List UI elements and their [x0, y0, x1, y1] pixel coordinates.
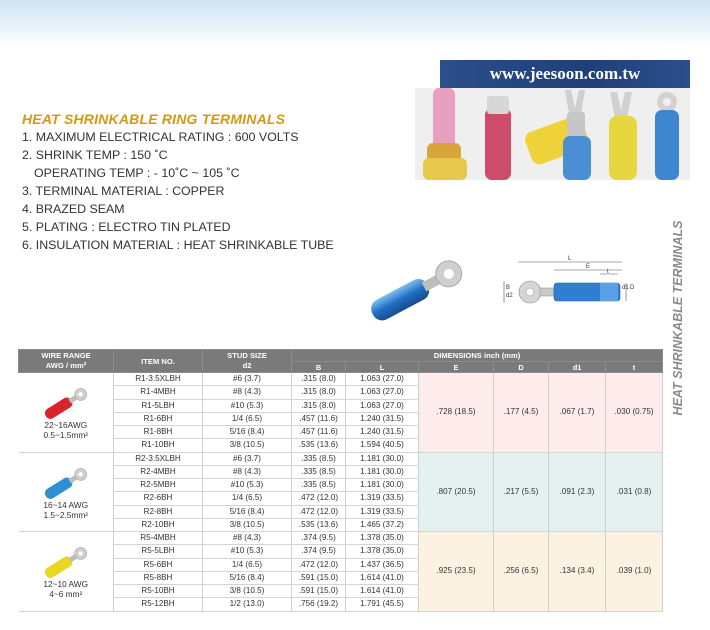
- wire-range-cell: [19, 452, 114, 532]
- dim-l-cell: 1.437 (36.5): [346, 558, 419, 571]
- table-row: [19, 373, 663, 386]
- spec-item: 1. MAXIMUM ELECTRICAL RATING : 600 VOLTS: [22, 130, 299, 144]
- wire-range-cell: [19, 532, 114, 612]
- header-col-e: E: [419, 362, 494, 373]
- website-url-banner[interactable]: www.jeesoon.com.tw: [440, 60, 690, 88]
- dimensions-table-wrap: [18, 349, 662, 612]
- stud-size-cell: #8 (4.3): [203, 386, 292, 399]
- dim-b-cell: .472 (12.0): [292, 505, 346, 518]
- dim-l-cell: 1.791 (45.5): [346, 598, 419, 611]
- terminal-thumbnail-icon: [36, 545, 96, 579]
- stud-size-cell: 1/4 (6.5): [203, 558, 292, 571]
- dim-b-cell: .335 (8.5): [292, 452, 346, 465]
- stud-size-cell: 5/16 (8.4): [203, 426, 292, 439]
- stud-size-cell: 3/8 (10.5): [203, 518, 292, 531]
- wire-range-cell: [19, 373, 114, 453]
- item-no-cell: R2-6BH: [114, 492, 203, 505]
- dim-b-cell: .591 (15.0): [292, 571, 346, 584]
- item-no-cell: R2-4MBH: [114, 465, 203, 478]
- dim-b-cell: .472 (12.0): [292, 492, 346, 505]
- dim-l-cell: 1.181 (30.0): [346, 452, 419, 465]
- awg-range: 22~16AWG: [44, 420, 88, 431]
- dim-l-cell: 1.063 (27.0): [346, 399, 419, 412]
- stud-size-cell: 1/4 (6.5): [203, 492, 292, 505]
- item-no-cell: R1-8BH: [114, 426, 203, 439]
- item-no-cell: R2-5MBH: [114, 479, 203, 492]
- top-banner: [0, 0, 710, 46]
- item-no-cell: R1-5LBH: [114, 399, 203, 412]
- item-no-cell: R5-12BH: [114, 598, 203, 611]
- dim-l-cell: 1.240 (31.5): [346, 412, 419, 425]
- header-col-l: L: [346, 362, 419, 373]
- item-no-cell: R1-6BH: [114, 412, 203, 425]
- red-terminal-icon: [485, 96, 511, 180]
- stud-size-cell: 5/16 (8.4): [203, 505, 292, 518]
- spec-item: 4. BRAZED SEAM: [22, 202, 125, 216]
- dim-l-cell: 1.319 (33.5): [346, 492, 419, 505]
- dim-l-cell: 1.465 (37.2): [346, 518, 419, 531]
- terminal-thumbnail-icon: [36, 466, 96, 500]
- item-no-cell: R1-3.5XLBH: [114, 373, 203, 386]
- stud-size-cell: #6 (3.7): [203, 373, 292, 386]
- dim-b-cell: .374 (9.5): [292, 532, 346, 545]
- dim-b-cell: .315 (8.0): [292, 399, 346, 412]
- dim-e-cell: .807 (20.5): [419, 452, 494, 532]
- spec-item: 5. PLATING : ELECTRO TIN PLATED: [22, 220, 231, 234]
- dim-l-cell: 1.319 (33.5): [346, 505, 419, 518]
- item-no-cell: R5-6BH: [114, 558, 203, 571]
- dim-d1-cell: .067 (1.7): [549, 373, 606, 453]
- stud-size-cell: 3/8 (10.5): [203, 439, 292, 452]
- item-no-cell: R5-5LBH: [114, 545, 203, 558]
- dim-b-cell: .335 (8.5): [292, 465, 346, 478]
- stud-size-cell: 1/2 (13.0): [203, 598, 292, 611]
- item-no-cell: R2-8BH: [114, 505, 203, 518]
- dimension-diagram: [500, 252, 640, 322]
- dim-b-cell: .591 (15.0): [292, 585, 346, 598]
- dim-label-E: E: [586, 264, 591, 270]
- table-row: [19, 532, 663, 545]
- item-no-cell: R5-10BH: [114, 585, 203, 598]
- dim-label-L: L: [568, 256, 572, 262]
- item-no-cell: R5-8BH: [114, 571, 203, 584]
- header-col-d: D: [494, 362, 549, 373]
- dim-t-cell: .030 (0.75): [606, 373, 663, 453]
- stud-size-cell: #10 (5.3): [203, 479, 292, 492]
- dim-l-cell: 1.614 (41.0): [346, 571, 419, 584]
- stud-size-cell: #10 (5.3): [203, 399, 292, 412]
- spec-item: 6. INSULATION MATERIAL : HEAT SHRINKABLE TUBE: [22, 238, 334, 252]
- dim-b-cell: .756 (19.2): [292, 598, 346, 611]
- mm-range: 4~6 mm²: [49, 589, 83, 600]
- dim-e-cell: .925 (23.5): [419, 532, 494, 612]
- dim-b-cell: .472 (12.0): [292, 558, 346, 571]
- item-no-cell: R1-10BH: [114, 439, 203, 452]
- header-wire-range: WIRE RANGE AWG / mm²: [19, 350, 114, 373]
- spec-item: OPERATING TEMP : - 10˚C ~ 105 ˚C: [34, 166, 240, 180]
- dim-l-cell: 1.063 (27.0): [346, 386, 419, 399]
- dimensions-table: [18, 349, 663, 612]
- dim-l-cell: 1.063 (27.0): [346, 373, 419, 386]
- product-title: HEAT SHRINKABLE RING TERMINALS: [22, 111, 286, 127]
- header-stud-size: STUD SIZE d2: [203, 350, 292, 373]
- header-item-no: ITEM NO.: [114, 350, 203, 373]
- dim-l-cell: 1.240 (31.5): [346, 426, 419, 439]
- stud-size-cell: 3/8 (10.5): [203, 585, 292, 598]
- dim-label-D: D: [630, 285, 635, 291]
- mm-range: 1.5~2.5mm²: [43, 509, 88, 520]
- header-col-t: t: [606, 362, 663, 373]
- dim-b-cell: .457 (11.6): [292, 412, 346, 425]
- stud-size-cell: #8 (4.3): [203, 465, 292, 478]
- table-row: [19, 452, 663, 465]
- ring-terminal-icon: [655, 92, 679, 180]
- dim-b-cell: .335 (8.5): [292, 479, 346, 492]
- dim-d1-cell: .091 (2.3): [549, 452, 606, 532]
- stud-size-cell: 1/4 (6.5): [203, 412, 292, 425]
- spec-item: 2. SHRINK TEMP : 150 ˚C: [22, 148, 168, 162]
- dim-b-cell: .535 (13.6): [292, 518, 346, 531]
- dim-b-cell: .457 (11.6): [292, 426, 346, 439]
- dim-label-d1: d1: [622, 285, 629, 291]
- side-title: HEAT SHRINKABLE TERMINALS: [671, 220, 685, 415]
- dim-d-cell: .217 (5.5): [494, 452, 549, 532]
- dim-label-B: B: [506, 285, 511, 291]
- dim-d1-cell: .134 (3.4): [549, 532, 606, 612]
- item-no-cell: R2-3.5XLBH: [114, 452, 203, 465]
- dim-l-cell: 1.181 (30.0): [346, 479, 419, 492]
- header-col-d1: d1: [549, 362, 606, 373]
- dim-d-cell: .256 (6.5): [494, 532, 549, 612]
- item-no-cell: R5-4MBH: [114, 532, 203, 545]
- dim-label-t: t: [607, 269, 609, 275]
- stud-size-cell: #6 (3.7): [203, 452, 292, 465]
- dim-e-cell: .728 (18.5): [419, 373, 494, 453]
- spec-item: 3. TERMINAL MATERIAL : COPPER: [22, 184, 225, 198]
- awg-range: 12~10 AWG: [43, 579, 89, 590]
- stud-size-cell: 5/16 (8.4): [203, 571, 292, 584]
- header-col-b: B: [292, 362, 346, 373]
- dim-l-cell: 1.594 (40.5): [346, 439, 419, 452]
- dim-l-cell: 1.181 (30.0): [346, 465, 419, 478]
- item-no-cell: R1-4MBH: [114, 386, 203, 399]
- dim-b-cell: .374 (9.5): [292, 545, 346, 558]
- item-no-cell: R2-10BH: [114, 518, 203, 531]
- terminal-thumbnail-icon: [36, 386, 96, 420]
- product-photo: [415, 88, 690, 180]
- dim-b-cell: .535 (13.6): [292, 439, 346, 452]
- dim-t-cell: .039 (1.0): [606, 532, 663, 612]
- mm-range: 0.5~1.5mm²: [43, 430, 88, 441]
- dim-label-d2: d2: [506, 293, 513, 299]
- stud-size-cell: #10 (5.3): [203, 545, 292, 558]
- dim-l-cell: 1.614 (41.0): [346, 585, 419, 598]
- dim-t-cell: .031 (0.8): [606, 452, 663, 532]
- dim-b-cell: .315 (8.0): [292, 386, 346, 399]
- terminal-image: [360, 248, 480, 328]
- dim-l-cell: 1.378 (35.0): [346, 545, 419, 558]
- spec-list: [22, 128, 334, 254]
- dim-d-cell: .177 (4.5): [494, 373, 549, 453]
- awg-range: 16~14 AWG: [43, 499, 89, 510]
- dim-l-cell: 1.378 (35.0): [346, 532, 419, 545]
- header-dimensions: DIMENSIONS inch (mm): [292, 350, 663, 362]
- stud-size-cell: #8 (4.3): [203, 532, 292, 545]
- dim-b-cell: .315 (8.0): [292, 373, 346, 386]
